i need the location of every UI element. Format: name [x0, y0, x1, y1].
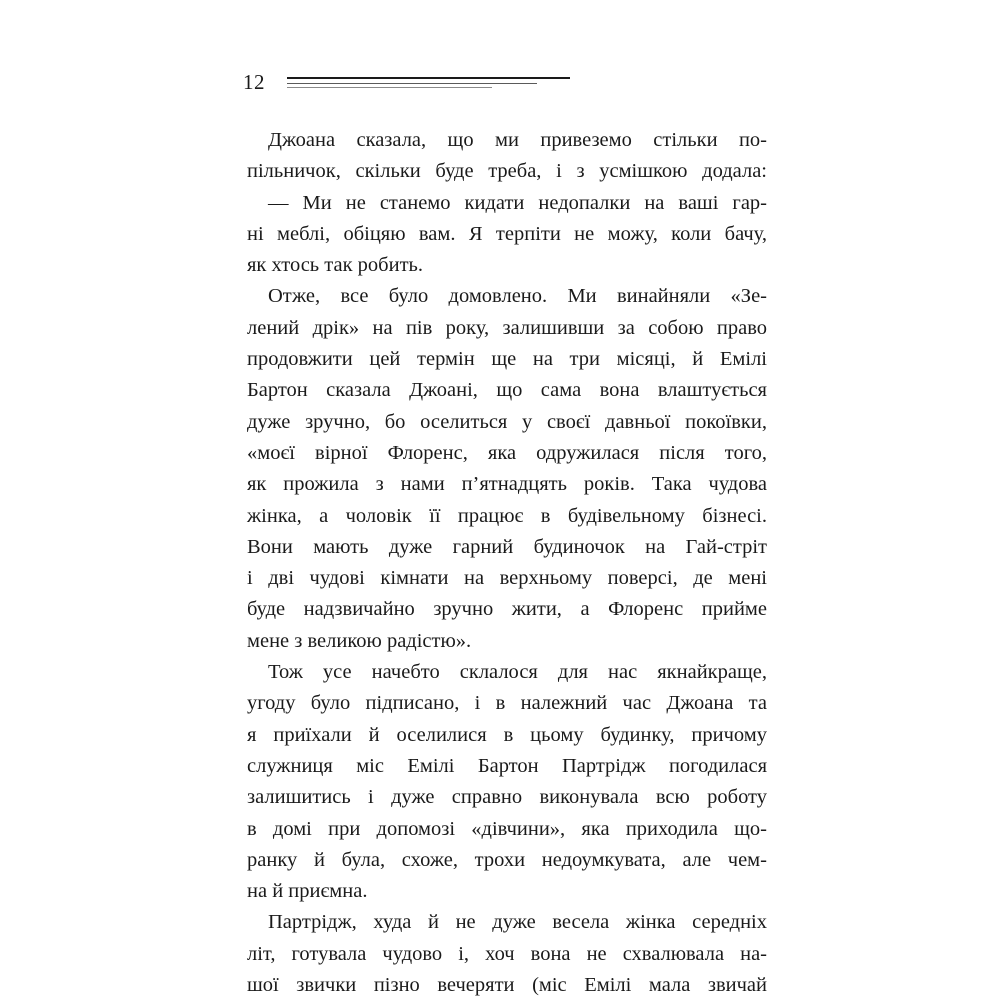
text-line: дуже зручно, бо оселиться у своєї давньої покоївки,	[247, 410, 767, 433]
text-line: угоду було підписано, і в належний час Джоана та	[247, 692, 767, 715]
text-line: Вони мають дуже гарний будиночок на Гай-стріт	[247, 535, 767, 558]
text-line: Тож усе начебто склалося для нас якнайкраще,	[268, 661, 767, 684]
text-line: «моєї вірної Флоренс, яка одружилася після того,	[247, 441, 767, 464]
text-line: ні меблі, обіцяю вам. Я терпіти не можу, коли бачу,	[247, 222, 767, 245]
header-rule-thin	[287, 83, 537, 84]
text-line: продовжити цей термін ще на три місяці, й Емілі	[247, 348, 767, 371]
page-header	[243, 66, 533, 96]
text-line: служниця міс Емілі Бартон Партрідж погодилася	[247, 754, 767, 777]
text-line: пільничок, скільки буде треба, і з усмішкою додала:	[247, 160, 767, 183]
text-line: Партрідж, худа й не дуже весела жінка середніх	[268, 911, 767, 934]
text-line: залишитись і дуже справно виконувала всю роботу	[247, 786, 767, 809]
text-line: Джоана сказала, що ми привеземо стільки по-	[268, 129, 767, 151]
body-text	[247, 125, 767, 1001]
header-rule-thick	[287, 77, 570, 79]
text-line: на й приємна.	[247, 880, 368, 903]
text-line: як прожила з нами п’ятнадцять років. Така чудова	[247, 473, 767, 496]
text-line: як хтось так робить.	[247, 254, 424, 277]
text-line: буде надзвичайно зручно жити, а Флоренс прийме	[247, 598, 767, 621]
text-line: шої звички пізно вечеряти (міс Емілі мала звичай	[247, 974, 767, 997]
text-line: мене з великою радістю».	[247, 629, 472, 652]
page-number: 12	[243, 70, 265, 94]
text-line: в домі при допомозі «дівчини», яка приходила що-	[247, 817, 767, 840]
text-line: і дві чудові кімнати на верхньому поверсі, де мені	[247, 567, 767, 590]
text-line: жінка, а чоловік її працює в будівельному бізнесі.	[247, 504, 767, 527]
text-line: Отже, все було домовлено. Ми винайняли «Зе-	[268, 285, 767, 308]
text-line: я приїхали й оселилися в цьому будинку, причому	[247, 723, 767, 746]
text-line: лений дрік» на пів року, залишивши за собою право	[247, 316, 767, 339]
header-rule-thin	[287, 87, 492, 88]
text-line: Бартон сказала Джоані, що сама вона влаштується	[247, 379, 767, 402]
text-line: ранку й була, схоже, трохи недоумкувата, але чем-	[247, 848, 767, 871]
text-line: — Ми не станемо кидати недопалки на ваші гар-	[268, 191, 767, 214]
text-line: літ, готувала чудово і, хоч вона не схвалювала на-	[247, 942, 767, 965]
